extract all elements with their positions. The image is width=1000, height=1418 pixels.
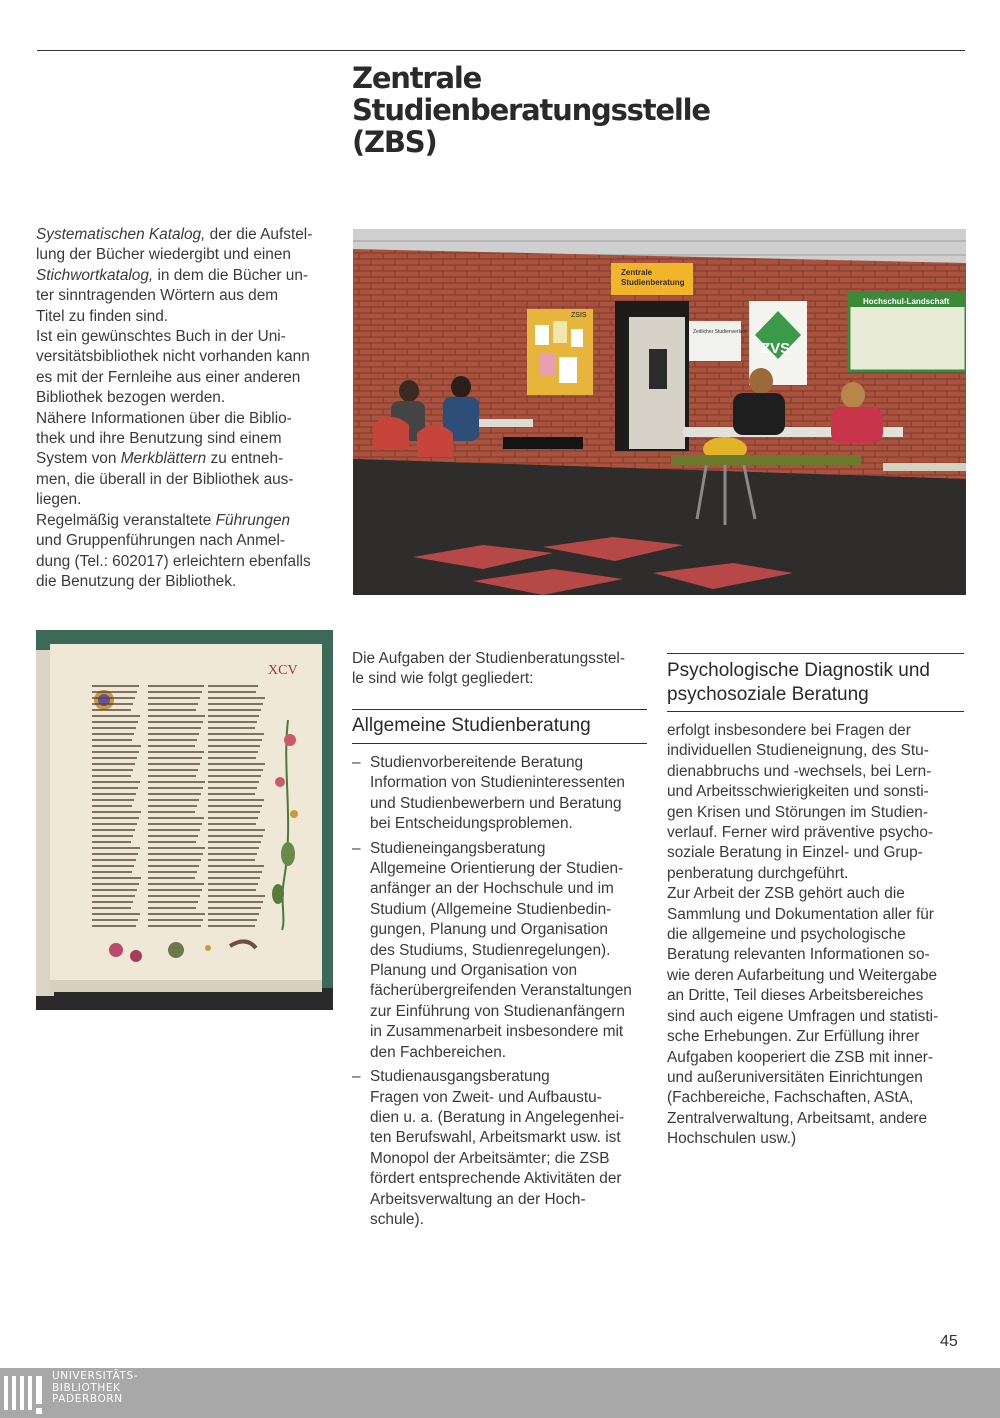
banner-text: Hochschul-Landschaft: [863, 297, 950, 306]
flower-1: [284, 734, 296, 746]
text-line: versitätsbibliothek nicht vorhanden kann: [36, 348, 310, 366]
footer-line: PADERBORN: [52, 1393, 123, 1405]
footer-line: BIBLIOTHEK: [52, 1381, 121, 1394]
office-sign-line-1: Zentrale: [621, 268, 653, 277]
list-item: [352, 839, 652, 1063]
page-number: 45: [940, 1333, 958, 1350]
text-line: thek und ihre Benutzung sind einem: [36, 430, 282, 448]
list-item: [352, 753, 652, 835]
text-span: in dem die Bücher un-: [153, 266, 309, 284]
text-line: dung (Tel.: 602017) erleichtern ebenfalls: [36, 552, 311, 570]
text-line: fördert entsprechende Aktivitäten der: [370, 1170, 622, 1188]
folio-number: XCV: [268, 663, 298, 678]
text-line: Planung und Organisation von: [370, 962, 578, 980]
text-line: verlauf. Ferner wird präventive psycho-: [667, 824, 934, 842]
text-line: Nähere Informationen über die Biblio-: [36, 409, 292, 427]
text-line: men, die überall in der Bibliothek aus-: [36, 470, 294, 488]
office-scene: [353, 229, 966, 595]
text-line: fächerübergreifenden Veranstaltungen: [370, 982, 632, 1000]
top-rule: [37, 50, 965, 51]
text-line: und Gruppenführungen nach Anmel-: [36, 532, 285, 550]
text-line: Bibliothek bezogen werden.: [36, 389, 226, 407]
flower-2: [109, 943, 123, 957]
text-span: zu entneh-: [206, 450, 284, 468]
right-column-text: [667, 721, 967, 1150]
text-line: erfolgt insbesondere bei Fragen der: [667, 722, 911, 739]
text-line: und Arbeitsschwierigkeiten und sonsti-: [667, 783, 929, 801]
text-line: Zur Arbeit der ZSB gehört auch die: [667, 885, 905, 903]
text-line: gungen, Planung und Organisation: [370, 921, 608, 939]
text-line: bei Entscheidungsproblemen.: [370, 815, 573, 833]
advising-list: [352, 753, 652, 1234]
poster-small: [689, 321, 741, 361]
text-line: Studium (Allgemeine Studienbedin-: [370, 900, 612, 918]
text-line: und Studienbewerbern und Beratung: [370, 794, 622, 812]
term-merkblaetter: Merkblättern: [120, 450, 207, 468]
text-line: Beratung relevanten Informationen so-: [667, 946, 930, 964]
office-sign-line-2: Studienberatung: [621, 278, 685, 287]
text-span: der die Aufstel-: [205, 226, 313, 243]
text-line: lung der Bücher wiedergibt und einen: [36, 246, 291, 264]
title-line-1: Zentrale: [352, 61, 482, 95]
text-line: Zentralverwaltung, Arbeitsamt, andere: [667, 1109, 928, 1127]
term-systematischer-katalog: Systematischen Katalog,: [36, 226, 206, 243]
text-line: Hochschulen usw.): [667, 1130, 797, 1148]
left-column-text: [36, 225, 336, 592]
text-line: und außeruniversitäten Einrichtungen: [667, 1068, 923, 1086]
text-line: die allgemeine und psychologische: [667, 926, 906, 944]
text-line: Fragen von Zweit- und Aufbaustu-: [370, 1088, 602, 1106]
text-span: System von: [36, 450, 121, 468]
text-line: dien u. a. (Beratung in Angelegenhei-: [370, 1108, 625, 1126]
text-line: individuellen Studieneignung, des Stu-: [667, 742, 929, 760]
text-line: penberatung durchgeführt.: [667, 864, 849, 882]
list-item-title: Studienvorbereitende Beratung: [370, 754, 584, 771]
text-line: Monopol der Arbeitsämter; die ZSB: [370, 1149, 610, 1167]
middle-intro-text: [352, 649, 652, 690]
text-line: an Dritte, Teil dieses Arbeitsbereiches: [667, 987, 924, 1005]
text-line: le sind wie folgt gegliedert:: [352, 670, 534, 688]
text-line: zur Einführung von Studienanfängern: [370, 1002, 625, 1020]
heading-text: Allgemeine Studienberatung: [352, 715, 591, 736]
footer-bar: [0, 1368, 1000, 1418]
library-logo-icon: [4, 1374, 48, 1418]
list-item-title: Studienausgangsberatung: [370, 1068, 550, 1086]
text-span: Regelmäßig veranstaltete: [36, 511, 216, 529]
manuscript-scene: [36, 630, 333, 1010]
list-dash: –: [352, 839, 361, 857]
text-line: sind auch eigene Umfragen und statisti-: [667, 1007, 939, 1025]
manuscript-text-lines: [92, 686, 265, 926]
text-line: Die Aufgaben der Studienberatungsstel-: [352, 650, 625, 667]
student-red-sweater: [831, 407, 883, 443]
text-line: Titel zu finden sind.: [36, 307, 169, 325]
text-line: Aufgaben kooperiert die ZSB mit inner-: [667, 1048, 934, 1066]
text-line: liegen.: [36, 491, 82, 509]
text-line: in Zusammenarbeit insbesondere mit: [370, 1023, 624, 1041]
text-line: Allgemeine Orientierung der Studien-: [370, 860, 624, 878]
list-dash: –: [352, 754, 361, 771]
text-line: anfänger an der Hochschule und im: [370, 880, 614, 898]
title-line-3: (ZBS): [352, 125, 437, 159]
photo-illuminated-manuscript: [36, 630, 333, 1010]
heading-allgemeine-studienberatung: [352, 709, 647, 744]
text-line: sche Erhebungen. Zur Erfüllung ihrer: [667, 1028, 920, 1046]
text-line: Information von Studieninteressenten: [370, 774, 625, 792]
list-item-title: Studieneingangsberatung: [370, 839, 546, 857]
list-item: [352, 1067, 652, 1230]
text-line: Sammlung und Dokumentation aller für: [667, 905, 934, 923]
poster-small-text: Zeitlicher Studienverlauf: [693, 329, 747, 335]
term-stichwortkatalog: Stichwortkatalog,: [36, 266, 154, 284]
heading-text: psychosoziale Beratung: [667, 684, 869, 705]
text-line: des Studiums, Studienregelungen).: [370, 941, 611, 959]
student-dark-shirt: [733, 393, 785, 435]
text-line: Ist ein gewünschtes Buch in der Uni-: [36, 328, 286, 346]
poster-zvs-text: ZVS: [761, 340, 791, 357]
page-title: [352, 62, 812, 158]
notice-board-label: ZSIS: [571, 312, 587, 319]
text-line: ter sinntragenden Wörtern aus dem: [36, 287, 279, 305]
text-line: den Fachbereichen.: [370, 1043, 507, 1061]
text-line: (Fachbereiche, Fachschaften, AStA,: [667, 1089, 914, 1107]
text-line: es mit der Fernleihe aus einer anderen: [36, 368, 301, 386]
text-line: Arbeitsverwaltung an der Hoch-: [370, 1190, 586, 1208]
text-line: ten Berufswahl, Arbeitsmarkt usw. ist: [370, 1129, 621, 1147]
text-line: dienabbruchs und -wechsels, bei Lern-: [667, 762, 932, 780]
text-line: die Benutzung der Bibliothek.: [36, 572, 237, 590]
heading-psychologische-diagnostik: [667, 653, 964, 712]
text-line: schule).: [370, 1210, 424, 1228]
text-line: soziale Beratung in Einzel- und Grup-: [667, 844, 923, 862]
list-dash: –: [352, 1068, 361, 1086]
library-name: [52, 1371, 138, 1406]
term-fuehrungen: Führungen: [215, 511, 291, 529]
photo-counseling-office: [353, 229, 966, 595]
footer-line: UNIVERSITÄTS-: [52, 1370, 139, 1382]
text-line: wie deren Aufarbeitung und Weitergabe: [667, 966, 938, 984]
heading-text: Psychologische Diagnostik und: [667, 660, 930, 681]
text-line: gen Krisen und Störungen im Studien-: [667, 803, 928, 821]
title-line-2: Studienberatungsstelle: [352, 93, 710, 127]
